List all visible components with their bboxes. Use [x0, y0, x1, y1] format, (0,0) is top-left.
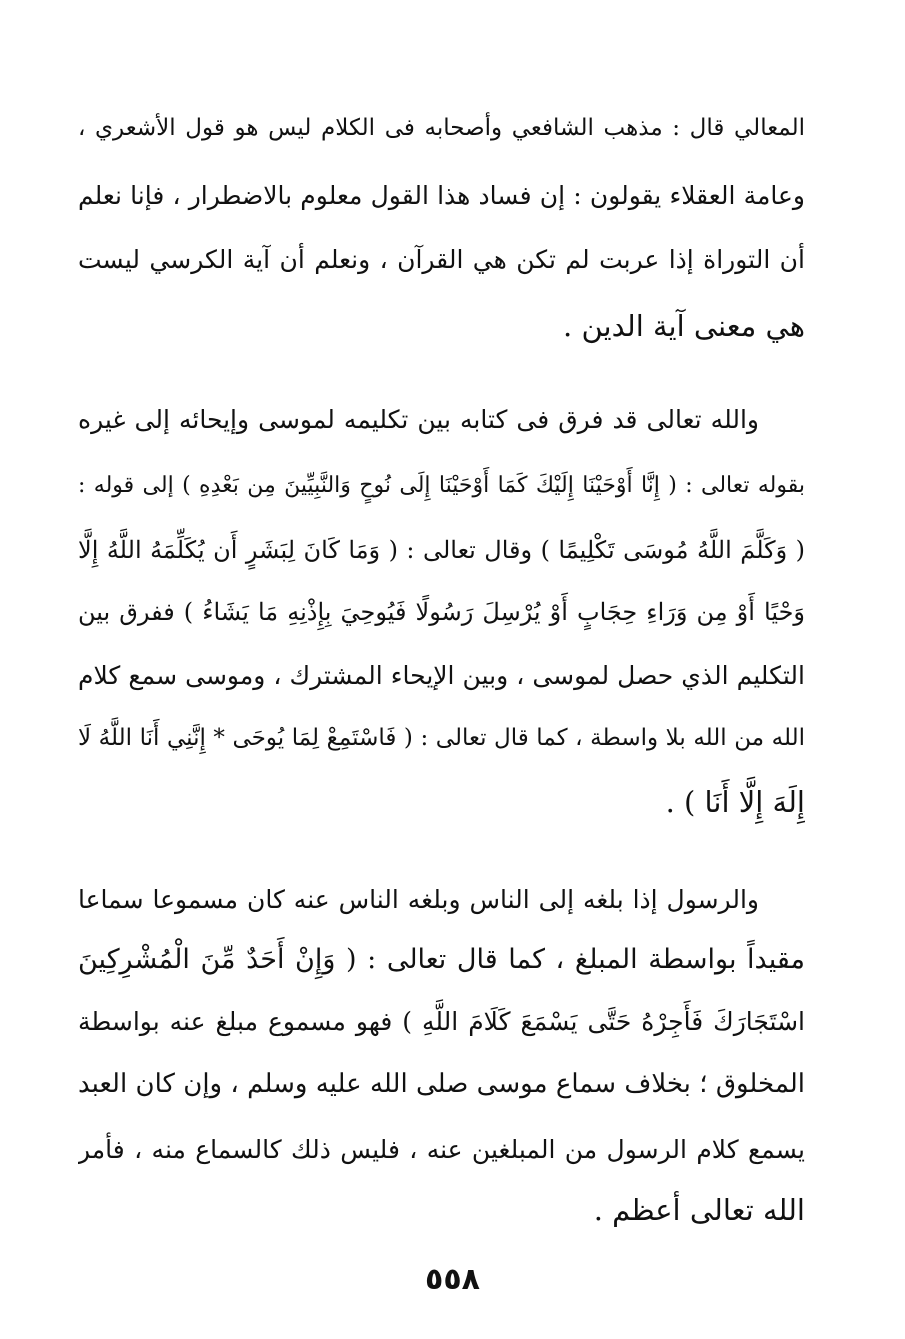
text-line: وعامة العقلاء يقولون : إن فساد هذا القول معلوم بالاضطرار ، فإنا نعلم — [78, 181, 805, 210]
text-line: المخلوق ؛ بخلاف سماع موسى صلى الله عليه وسلم ، وإن كان العبد — [78, 1069, 805, 1099]
page-number: ٥٥٨ — [425, 1262, 480, 1297]
text-line: وَحْيًا أَوْ مِن وَرَاءِ حِجَابٍ أَوْ يُرْسِلَ رَسُولًا فَيُوحِيَ بِإِذْنِهِ مَا يَشَاءُ ) ففرق بين — [78, 598, 805, 626]
text-line: الله تعالى أعظم . — [593, 1193, 805, 1227]
text-line: أن التوراة إذا عربت لم تكن هي القرآن ، ونعلم أن آية الكرسي ليست — [78, 245, 805, 274]
text-line: إِلَهَ إِلَّا أَنَا ) . — [665, 785, 805, 819]
text-line: يسمع كلام الرسول من المبلغين عنه ، فليس ذلك كالسماع منه ، فأمر — [78, 1135, 805, 1164]
text-line: مقيداً بواسطة المبلغ ، كما قال تعالى : ( وَإِنْ أَحَدٌ مِّنَ الْمُشْرِكِينَ — [78, 944, 805, 975]
text-line: التكليم الذي حصل لموسى ، وبين الإيحاء المشترك ، وموسى سمع كلام — [78, 661, 805, 690]
text-line: اسْتَجَارَكَ فَأَجِرْهُ حَتَّى يَسْمَعَ كَلَامَ اللَّهِ ) فهو مسموع مبلغ عنه بواسطة — [78, 1007, 805, 1036]
text-line: والرسول إذا بلغه إلى الناس وبلغه الناس عنه كان مسموعا سماعا — [78, 885, 759, 914]
text-line: بقوله تعالى : ( إِنَّا أَوْحَيْنَا إِلَيْكَ كَمَا أَوْحَيْنَا إِلَى نُوحٍ وَالنَّبِيِّينَ مِن بَعْدِهِ ) إلى قوله : — [78, 473, 805, 498]
text-line: والله تعالى قد فرق فى كتابه بين تكليمه لموسى وإيحائه إلى غيره — [78, 405, 759, 434]
text-line: هي معنى آية الدين . — [563, 309, 805, 343]
text-line: ( وَكَلَّمَ اللَّهُ مُوسَى تَكْلِيمًا ) وقال تعالى : ( وَمَا كَانَ لِبَشَرٍ أَن يُكَلِّمَهُ اللَّهُ إِلَّا — [78, 536, 805, 564]
text-line: الله من الله بلا واسطة ، كما قال تعالى : ( فَاسْتَمِعْ لِمَا يُوحَى * إِنَّنِي أَنَا اللَّهُ لَا — [78, 725, 805, 751]
text-line: المعالي قال : مذهب الشافعي وأصحابه فى الكلام ليس هو قول الأشعري ، — [78, 115, 805, 141]
